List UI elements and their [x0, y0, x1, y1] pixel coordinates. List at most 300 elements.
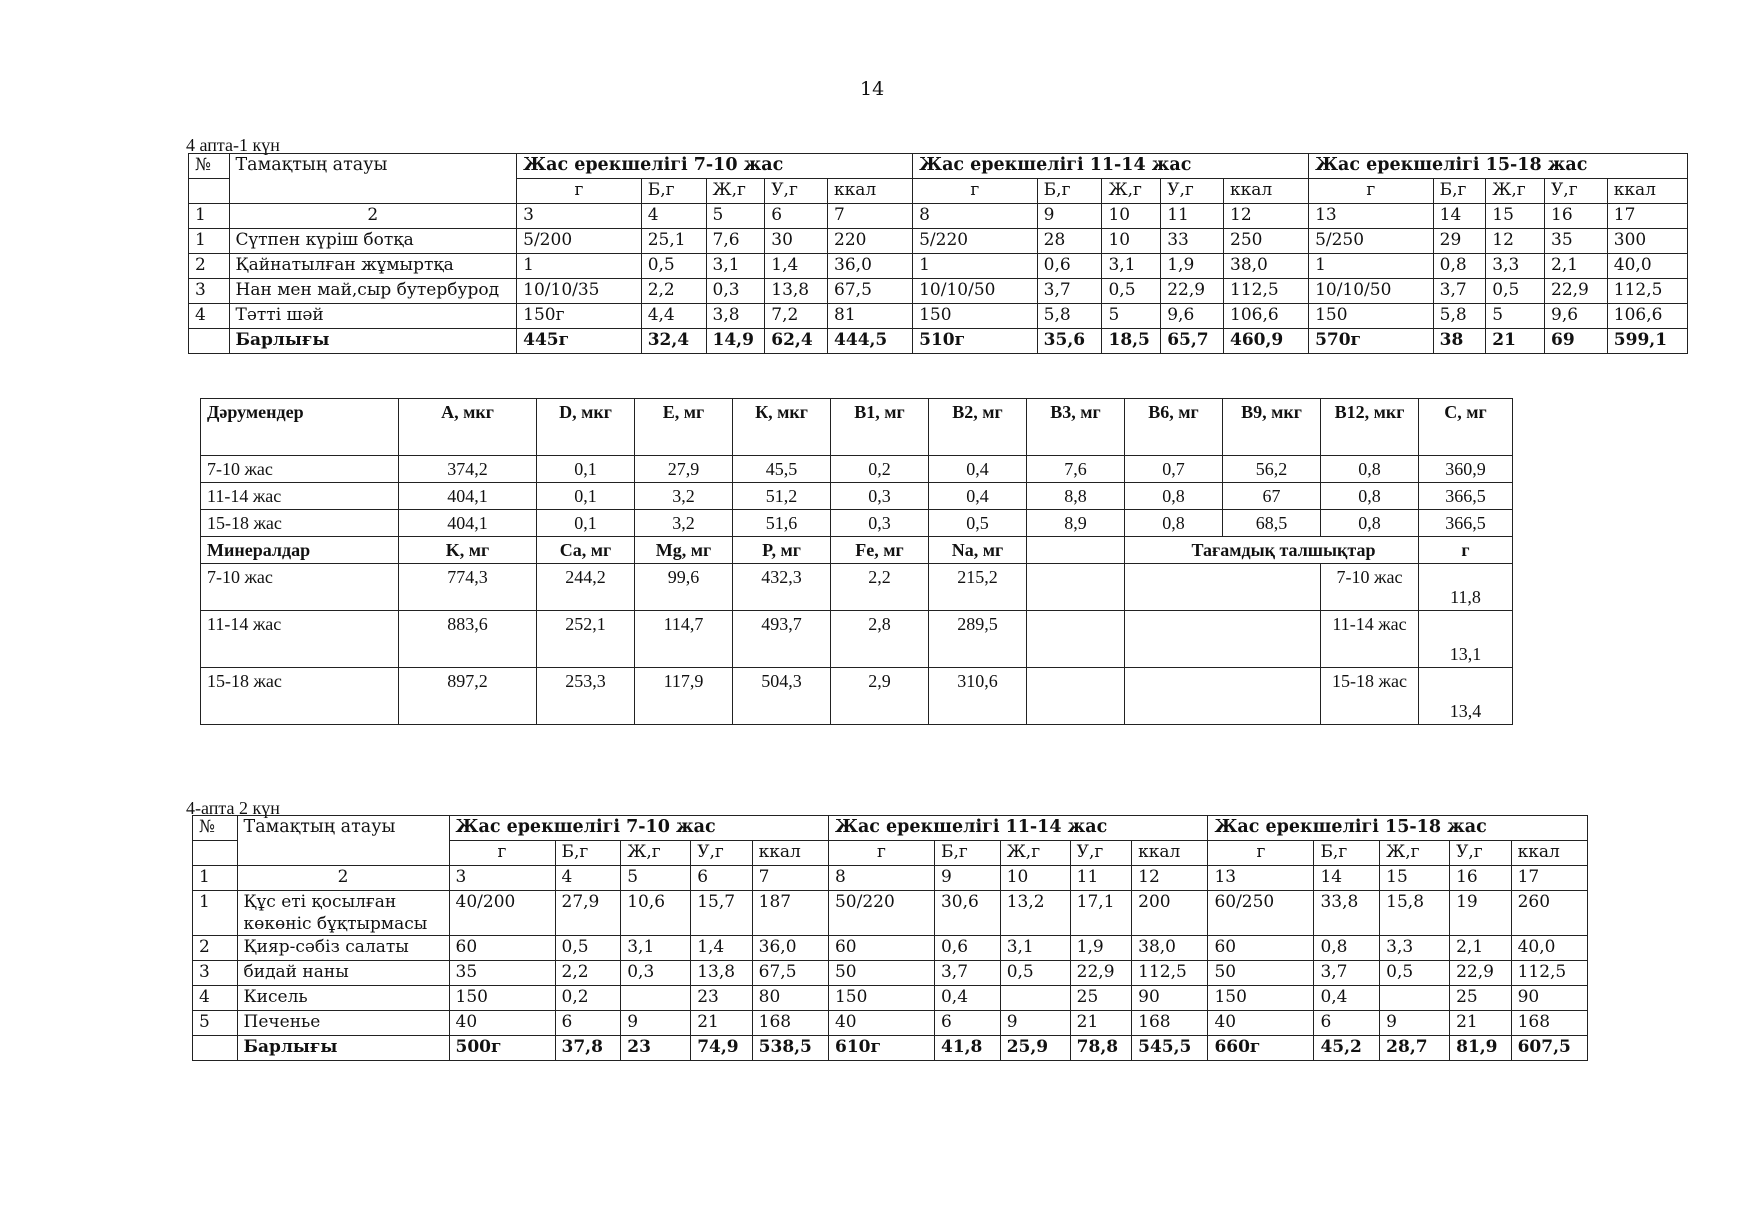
row-value: 5/220: [913, 229, 1038, 254]
row-value: 2,2: [555, 961, 621, 986]
unit-header: ккал: [1132, 841, 1208, 866]
name-header: Тамақтың атауы: [229, 154, 517, 204]
row-value: 1: [1309, 254, 1434, 279]
row-value: 21: [691, 1011, 752, 1036]
age-label: 15-18 жас: [201, 668, 399, 725]
row-value: 0,5: [1380, 961, 1450, 986]
fiber-value: 13,1: [1419, 611, 1513, 668]
unit-header: Б,г: [1314, 841, 1380, 866]
vitamin-header: К, мкг: [733, 399, 831, 456]
vitamin-row: [201, 483, 1513, 510]
mineral-header: Mg, мг: [635, 537, 733, 564]
vitamin-value: 0,8: [1125, 510, 1223, 537]
row-value: 9: [1000, 1011, 1070, 1036]
day2-menu-table: [192, 815, 1588, 1061]
total-value: 38: [1433, 329, 1486, 354]
vitamin-header: Е, мг: [635, 399, 733, 456]
table-row: [189, 229, 1688, 254]
row-value: 0,3: [621, 961, 691, 986]
column-number: 1: [189, 204, 230, 229]
unit-header: ккал: [828, 179, 913, 204]
row-value: 1: [517, 254, 642, 279]
vitamin-value: 51,6: [733, 510, 831, 537]
column-number: 4: [641, 204, 706, 229]
column-number: 13: [1208, 866, 1314, 891]
row-value: 25: [1450, 986, 1511, 1011]
row-value: 6: [934, 1011, 1000, 1036]
row-value: 3,3: [1380, 936, 1450, 961]
row-value: 0,5: [555, 936, 621, 961]
row-value: 5: [1102, 304, 1161, 329]
column-number: 9: [1037, 204, 1102, 229]
vitamin-value: 366,5: [1419, 483, 1513, 510]
column-number: 9: [934, 866, 1000, 891]
row-value: 21: [1070, 1011, 1131, 1036]
unit-header: У,г: [691, 841, 752, 866]
row-value: 25: [1070, 986, 1131, 1011]
column-number: 14: [1433, 204, 1486, 229]
row-value: 9: [1380, 1011, 1450, 1036]
mineral-value: 2,2: [831, 564, 929, 611]
row-value: 5/200: [517, 229, 642, 254]
mineral-value: 252,1: [537, 611, 635, 668]
age-label: 15-18 жас: [201, 510, 399, 537]
unit-header: Б,г: [934, 841, 1000, 866]
row-value: 1,9: [1161, 254, 1224, 279]
total-label: Барлығы: [237, 1036, 449, 1061]
row-value: 33: [1161, 229, 1224, 254]
mineral-value: 244,2: [537, 564, 635, 611]
row-value: 3,7: [1433, 279, 1486, 304]
row-value: 90: [1132, 986, 1208, 1011]
total-value: 500г: [449, 1036, 555, 1061]
empty-cell: [1125, 668, 1321, 725]
vitamin-value: 3,2: [635, 483, 733, 510]
vitamin-header: С, мг: [1419, 399, 1513, 456]
row-value: 13,8: [765, 279, 828, 304]
row-value: 23: [691, 986, 752, 1011]
column-number: 12: [1224, 204, 1309, 229]
column-number: 10: [1000, 866, 1070, 891]
total-value: 599,1: [1607, 329, 1687, 354]
table-row: [193, 891, 1588, 936]
row-value: 90: [1511, 986, 1587, 1011]
empty-cell: [1027, 668, 1125, 725]
row-value: 15,7: [691, 891, 752, 936]
age-group-header: Жас ерекшелігі 7-10 жас: [517, 154, 913, 179]
unit-header: г: [449, 841, 555, 866]
vitamin-header: А, мкг: [399, 399, 537, 456]
vitamin-value: 45,5: [733, 456, 831, 483]
row-value: 250: [1224, 229, 1309, 254]
row-value: 15,8: [1380, 891, 1450, 936]
row-value: 10: [1102, 229, 1161, 254]
total-value: 444,5: [828, 329, 913, 354]
row-value: 0,4: [934, 986, 1000, 1011]
total-value: 37,8: [555, 1036, 621, 1061]
row-number: 4: [193, 986, 238, 1011]
minerals-header-row: [201, 537, 1513, 564]
mineral-row: [201, 611, 1513, 668]
total-value: 538,5: [752, 1036, 828, 1061]
empty-cell: [1027, 537, 1125, 564]
row-value: 150: [913, 304, 1038, 329]
vitamin-value: 68,5: [1223, 510, 1321, 537]
column-number: 12: [1132, 866, 1208, 891]
fiber-age: 11-14 жас: [1321, 611, 1419, 668]
row-value: 3,1: [706, 254, 765, 279]
empty-cell: [193, 1036, 238, 1061]
row-value: 25,1: [641, 229, 706, 254]
row-value: 0,6: [934, 936, 1000, 961]
vitamin-header: В1, мг: [831, 399, 929, 456]
total-value: 570г: [1309, 329, 1434, 354]
row-value: 0,8: [1433, 254, 1486, 279]
vitamin-value: 8,8: [1027, 483, 1125, 510]
unit-header: г: [1208, 841, 1314, 866]
mineral-header: Na, мг: [929, 537, 1027, 564]
age-group-header: Жас ерекшелігі 11-14 жас: [913, 154, 1309, 179]
vitamins-minerals-table: [200, 398, 1513, 725]
total-label: Барлығы: [229, 329, 517, 354]
row-value: 0,3: [706, 279, 765, 304]
column-number-row: [193, 866, 1588, 891]
column-number-row: [189, 204, 1688, 229]
unit-header: У,г: [1070, 841, 1131, 866]
unit-header: ккал: [1511, 841, 1587, 866]
row-value: 112,5: [1224, 279, 1309, 304]
row-value: 22,9: [1070, 961, 1131, 986]
vitamin-value: 0,1: [537, 483, 635, 510]
total-value: 28,7: [1380, 1036, 1450, 1061]
dish-name: Құс еті қосылған көкөніс бұқтырмасы: [237, 891, 449, 936]
total-value: 32,4: [641, 329, 706, 354]
column-number: 3: [517, 204, 642, 229]
row-value: 150: [828, 986, 934, 1011]
row-value: 0,5: [641, 254, 706, 279]
row-value: 6: [555, 1011, 621, 1036]
row-value: 7,2: [765, 304, 828, 329]
vitamin-header: В9, мкг: [1223, 399, 1321, 456]
vitamin-value: 0,8: [1321, 510, 1419, 537]
mineral-row: [201, 564, 1513, 611]
row-value: 10,6: [621, 891, 691, 936]
row-value: 67,5: [752, 961, 828, 986]
mineral-value: 310,6: [929, 668, 1027, 725]
row-value: 0,8: [1314, 936, 1380, 961]
vitamins-label: Дәрумендер: [201, 399, 399, 456]
total-value: 21: [1486, 329, 1545, 354]
age-group-header: Жас ерекшелігі 15-18 жас: [1309, 154, 1688, 179]
vitamin-value: 67: [1223, 483, 1321, 510]
row-value: 168: [1511, 1011, 1587, 1036]
unit-header: Б,г: [555, 841, 621, 866]
row-value: 2,1: [1450, 936, 1511, 961]
unit-header: Б,г: [1433, 179, 1486, 204]
row-value: 13,2: [1000, 891, 1070, 936]
total-value: 65,7: [1161, 329, 1224, 354]
fiber-header: Тағамдық талшықтар: [1125, 537, 1419, 564]
vitamin-value: 0,1: [537, 456, 635, 483]
row-value: 13,8: [691, 961, 752, 986]
row-value: 30,6: [934, 891, 1000, 936]
column-number: 11: [1161, 204, 1224, 229]
row-value: 112,5: [1607, 279, 1687, 304]
vitamin-value: 0,3: [831, 510, 929, 537]
row-value: 0,5: [1102, 279, 1161, 304]
vitamin-value: 0,1: [537, 510, 635, 537]
row-value: 5: [1486, 304, 1545, 329]
row-value: 35: [449, 961, 555, 986]
fiber-value: 11,8: [1419, 564, 1513, 611]
row-value: 5,8: [1433, 304, 1486, 329]
empty-cell: [1125, 564, 1321, 611]
column-number: 6: [765, 204, 828, 229]
unit-header: г: [1309, 179, 1434, 204]
row-value: 3,7: [1314, 961, 1380, 986]
row-value: 29: [1433, 229, 1486, 254]
vitamin-value: 0,8: [1321, 456, 1419, 483]
total-value: 607,5: [1511, 1036, 1587, 1061]
vitamin-header: В6, мг: [1125, 399, 1223, 456]
row-value: 168: [752, 1011, 828, 1036]
row-value: 150г: [517, 304, 642, 329]
row-value: 17,1: [1070, 891, 1131, 936]
row-value: 36,0: [828, 254, 913, 279]
table-row: [189, 254, 1688, 279]
vitamin-value: 374,2: [399, 456, 537, 483]
row-value: 6: [1314, 1011, 1380, 1036]
total-value: 45,2: [1314, 1036, 1380, 1061]
total-value: 23: [621, 1036, 691, 1061]
row-value: 40,0: [1511, 936, 1587, 961]
vitamin-value: 0,4: [929, 456, 1027, 483]
column-number: 3: [449, 866, 555, 891]
row-value: 5,8: [1037, 304, 1102, 329]
row-value: 106,6: [1224, 304, 1309, 329]
column-number: 13: [1309, 204, 1434, 229]
vitamin-value: 360,9: [1419, 456, 1513, 483]
number-header: №: [189, 154, 230, 179]
mineral-value: 2,9: [831, 668, 929, 725]
age-label: 7-10 жас: [201, 456, 399, 483]
unit-header: Ж,г: [621, 841, 691, 866]
mineral-value: 883,6: [399, 611, 537, 668]
row-value: 9,6: [1545, 304, 1608, 329]
mineral-value: 432,3: [733, 564, 831, 611]
unit-header: Ж,г: [1000, 841, 1070, 866]
fiber-age: 7-10 жас: [1321, 564, 1419, 611]
row-value: 22,9: [1161, 279, 1224, 304]
unit-header: г: [913, 179, 1038, 204]
row-value: 60/250: [1208, 891, 1314, 936]
row-value: 1: [913, 254, 1038, 279]
age-label: 7-10 жас: [201, 564, 399, 611]
unit-header: У,г: [765, 179, 828, 204]
day1-caption: 4 апта-1 күн: [186, 135, 280, 155]
total-value: 545,5: [1132, 1036, 1208, 1061]
mineral-value: 114,7: [635, 611, 733, 668]
row-value: 187: [752, 891, 828, 936]
column-number: 16: [1450, 866, 1511, 891]
column-number: 6: [691, 866, 752, 891]
vitamin-value: 404,1: [399, 510, 537, 537]
total-value: 78,8: [1070, 1036, 1131, 1061]
total-value: 74,9: [691, 1036, 752, 1061]
row-number: 2: [193, 936, 238, 961]
table-row: [189, 304, 1688, 329]
fiber-age: 15-18 жас: [1321, 668, 1419, 725]
row-number: 3: [189, 279, 230, 304]
row-value: 3,1: [621, 936, 691, 961]
column-number: 5: [621, 866, 691, 891]
empty-cell: [193, 841, 238, 866]
empty-cell: [1027, 564, 1125, 611]
mineral-value: 2,8: [831, 611, 929, 668]
age-label: 11-14 жас: [201, 483, 399, 510]
vitamin-value: 366,5: [1419, 510, 1513, 537]
vitamin-value: 0,4: [929, 483, 1027, 510]
row-value: 38,0: [1224, 254, 1309, 279]
row-value: 35: [1545, 229, 1608, 254]
vitamin-value: 0,2: [831, 456, 929, 483]
column-number: 16: [1545, 204, 1608, 229]
unit-header: г: [828, 841, 934, 866]
column-number: 8: [913, 204, 1038, 229]
row-value: 22,9: [1545, 279, 1608, 304]
vitamin-value: 0,8: [1321, 483, 1419, 510]
row-value: 1,4: [765, 254, 828, 279]
row-value: 81: [828, 304, 913, 329]
column-number: 17: [1511, 866, 1587, 891]
row-value: 5/250: [1309, 229, 1434, 254]
vitamin-row: [201, 456, 1513, 483]
dish-name: бидай наны: [237, 961, 449, 986]
mineral-header: Ca, мг: [537, 537, 635, 564]
mineral-value: 774,3: [399, 564, 537, 611]
vitamin-value: 404,1: [399, 483, 537, 510]
vitamin-header: D, мкг: [537, 399, 635, 456]
empty-cell: [189, 329, 230, 354]
table-row: [193, 936, 1588, 961]
vitamin-row: [201, 510, 1513, 537]
row-value: 50: [828, 961, 934, 986]
mineral-value: 289,5: [929, 611, 1027, 668]
table-row: [193, 961, 1588, 986]
empty-cell: [189, 179, 230, 204]
total-row: [189, 329, 1688, 354]
row-value: 60: [828, 936, 934, 961]
row-value: 0,5: [1486, 279, 1545, 304]
row-number: 3: [193, 961, 238, 986]
unit-header: Б,г: [641, 179, 706, 204]
column-number: 1: [193, 866, 238, 891]
table-row: [193, 986, 1588, 1011]
vitamin-value: 7,6: [1027, 456, 1125, 483]
mineral-value: 504,3: [733, 668, 831, 725]
row-number: 1: [193, 891, 238, 936]
total-value: 610г: [828, 1036, 934, 1061]
column-number: 15: [1486, 204, 1545, 229]
row-value: 40,0: [1607, 254, 1687, 279]
row-value: [1380, 986, 1450, 1011]
mineral-row: [201, 668, 1513, 725]
unit-header: ккал: [1224, 179, 1309, 204]
row-number: 5: [193, 1011, 238, 1036]
row-value: 60: [1208, 936, 1314, 961]
row-value: 3,3: [1486, 254, 1545, 279]
mineral-value: 493,7: [733, 611, 831, 668]
row-value: 30: [765, 229, 828, 254]
mineral-value: 253,3: [537, 668, 635, 725]
row-value: 7,6: [706, 229, 765, 254]
dish-name: Нан мен май,сыр бутербурод: [229, 279, 517, 304]
column-number: 10: [1102, 204, 1161, 229]
column-number: 7: [828, 204, 913, 229]
row-number: 4: [189, 304, 230, 329]
row-value: 300: [1607, 229, 1687, 254]
row-value: 112,5: [1132, 961, 1208, 986]
row-value: 40: [449, 1011, 555, 1036]
header-row: [193, 816, 1588, 841]
row-value: 1,4: [691, 936, 752, 961]
row-value: 112,5: [1511, 961, 1587, 986]
row-value: 260: [1511, 891, 1587, 936]
row-value: 19: [1450, 891, 1511, 936]
dish-name: Печенье: [237, 1011, 449, 1036]
minerals-label: Минералдар: [201, 537, 399, 564]
name-header: Тамақтың атауы: [237, 816, 449, 866]
unit-header: г: [517, 179, 642, 204]
column-number: 14: [1314, 866, 1380, 891]
unit-header: Ж,г: [1380, 841, 1450, 866]
age-group-header: Жас ерекшелігі 7-10 жас: [449, 816, 828, 841]
vitamin-value: 0,7: [1125, 456, 1223, 483]
mineral-header: P, мг: [733, 537, 831, 564]
row-value: 3,7: [1037, 279, 1102, 304]
row-value: 0,5: [1000, 961, 1070, 986]
mineral-value: 215,2: [929, 564, 1027, 611]
vitamin-header: В3, мг: [1027, 399, 1125, 456]
row-value: 40/200: [449, 891, 555, 936]
vitamin-value: 27,9: [635, 456, 733, 483]
row-value: 36,0: [752, 936, 828, 961]
row-value: 22,9: [1450, 961, 1511, 986]
row-value: 3,1: [1000, 936, 1070, 961]
row-number: 1: [189, 229, 230, 254]
row-value: 0,2: [555, 986, 621, 1011]
unit-header: Б,г: [1037, 179, 1102, 204]
total-value: 14,9: [706, 329, 765, 354]
total-row: [193, 1036, 1588, 1061]
row-value: 1,9: [1070, 936, 1131, 961]
row-value: 3,7: [934, 961, 1000, 986]
row-value: [1000, 986, 1070, 1011]
fiber-unit-header: г: [1419, 537, 1513, 564]
vitamin-value: 8,9: [1027, 510, 1125, 537]
empty-cell: [1125, 611, 1321, 668]
total-value: 62,4: [765, 329, 828, 354]
row-value: 80: [752, 986, 828, 1011]
vitamin-value: 51,2: [733, 483, 831, 510]
vitamin-value: 0,5: [929, 510, 1027, 537]
row-value: 21: [1450, 1011, 1511, 1036]
total-value: 35,6: [1037, 329, 1102, 354]
total-value: 445г: [517, 329, 642, 354]
row-value: 168: [1132, 1011, 1208, 1036]
row-value: 9: [621, 1011, 691, 1036]
row-value: 60: [449, 936, 555, 961]
